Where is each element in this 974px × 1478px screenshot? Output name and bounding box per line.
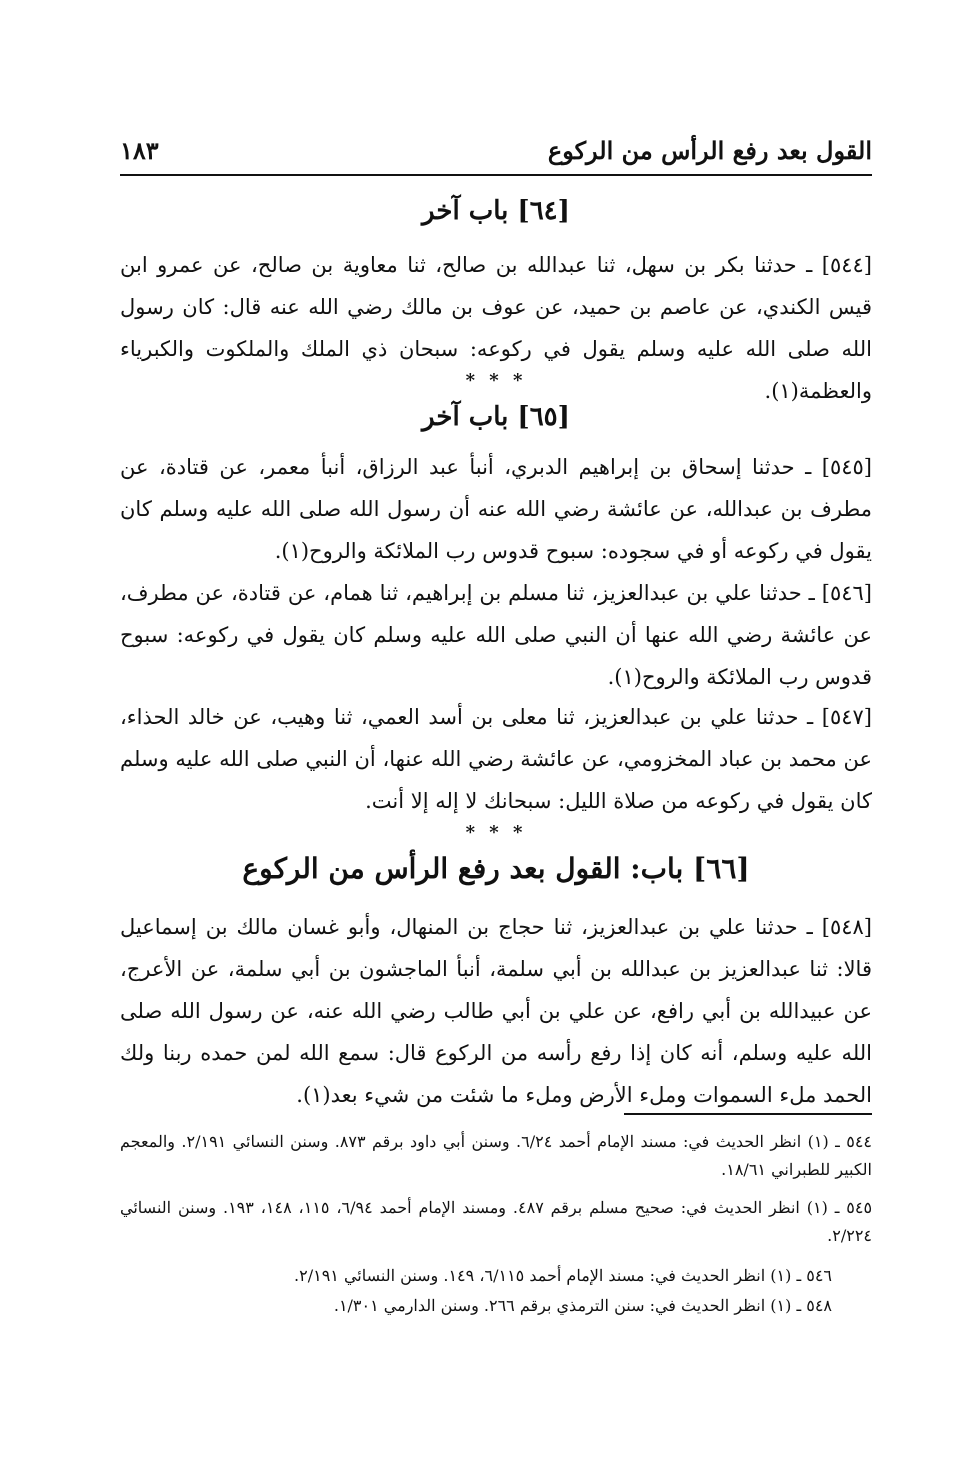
footnote-rule	[624, 1113, 872, 1115]
hadith-547: [٥٤٧] ـ حدثنا علي بن عبدالعزيز، ثنا معلى بن أسد العمي، ثنا وهيب، عن خالد الحذاء، عن محمد بن عباد المخزومي، عن عائشة رضي الله عنها، أن النبي صلى الله عليه وسلم كان يقول في ركوعه من صلاة الليل: سبحانك لا إله إلا أنت.	[120, 705, 872, 813]
page-number: ١٨٣	[120, 136, 159, 165]
chapter-heading-65: [٦٥] باب آخر	[422, 402, 570, 432]
hadith-545: [٥٤٥] ـ حدثنا إسحاق بن إبراهيم الدبري، أنبأ عبد الرزاق، أنبأ معمر، عن قتادة، عن مطرف بن عبدالله، عن عائشة رضي الله عنه أن رسول الله صلى الله عليه وسلم كان يقول في ركوعه أو في سجوده: سبوح قدوس رب الملائكة والروح(١).	[120, 455, 872, 563]
footnote-544: ٥٤٤ ـ (١) انظر الحديث في: مسند الإمام أحمد ٦/٢٤. وسنن أبي داود برقم ٨٧٣. وسنن النسائي ٢/١٩١. والمعجم الكبير للطبراني ١٨/٦١.	[120, 1132, 873, 1179]
section-separator: * * *	[465, 822, 527, 843]
chapter-heading-66: [٦٦] باب: القول بعد رفع الرأس من الركوع	[242, 852, 750, 885]
hadith-546: [٥٤٦] ـ حدثنا علي بن عبدالعزيز، ثنا مسلم بن إبراهيم، ثنا همام، عن قتادة، عن مطرف، عن عائشة رضي الله عنها أن النبي صلى الله عليه وسلم كان يقول في ركوعه: سبوح قدوس رب الملائكة والروح(١).	[120, 581, 872, 689]
hadith-544: [٥٤٤] ـ حدثنا بكر بن سهل، ثنا عبدالله بن صالح، ثنا معاوية بن صالح، عن عمرو ابن قيس الكندي، عن عاصم بن حميد، عن عوف بن مالك رضي الله عنه قال: كان رسول الله صلى الله عليه وسلم يقول في ركوعه: سبحان ذي الملك والملكوت والكبرياء والعظمة(١).	[120, 253, 872, 403]
section-separator: * * *	[465, 370, 527, 391]
running-title: القول بعد رفع الرأس من الركوع	[547, 136, 872, 165]
footnote-548: ٥٤٨ ـ (١) انظر الحديث في: سنن الترمذي برقم ٢٦٦. وسنن الدارمي ١/٣٠١.	[333, 1296, 832, 1315]
footnote-545: ٥٤٥ ـ (١) انظر الحديث في: صحيح مسلم برقم ٤٨٧. ومسند الإمام أحمد ٦/٩٤، ١١٥، ١٤٨، ١٩٣. وسنن النسائي ٢/٢٢٤.	[120, 1198, 873, 1245]
page-header	[120, 134, 872, 176]
hadith-548: [٥٤٨] ـ حدثنا علي بن عبدالعزيز، ثنا حجاج بن المنهال، وأبو غسان مالك بن إسماعيل قالا: ثنا عبدالعزيز بن عبدالله بن أبي سلمة، أنبأ الماجشون بن أبي سلمة، عن الأعرج، عن عبيدالله بن أبي رافع، عن علي بن أبي طالب رضي الله عنه، عن رسول الله صلى الله عليه وسلم، أنه كان إذا رفع رأسه من الركوع قال: سمع الله لمن حمده ربنا ولك الحمد ملء السموات وملء الأرض وملء ما شئت من شيء بعد(١).	[120, 915, 872, 1107]
chapter-heading-64: [٦٤] باب آخر	[422, 196, 570, 226]
footnote-546: ٥٤٦ ـ (١) انظر الحديث في: مسند الإمام أحمد ٦/١١٥، ١٤٩. وسنن النسائي ٢/١٩١.	[294, 1266, 832, 1285]
